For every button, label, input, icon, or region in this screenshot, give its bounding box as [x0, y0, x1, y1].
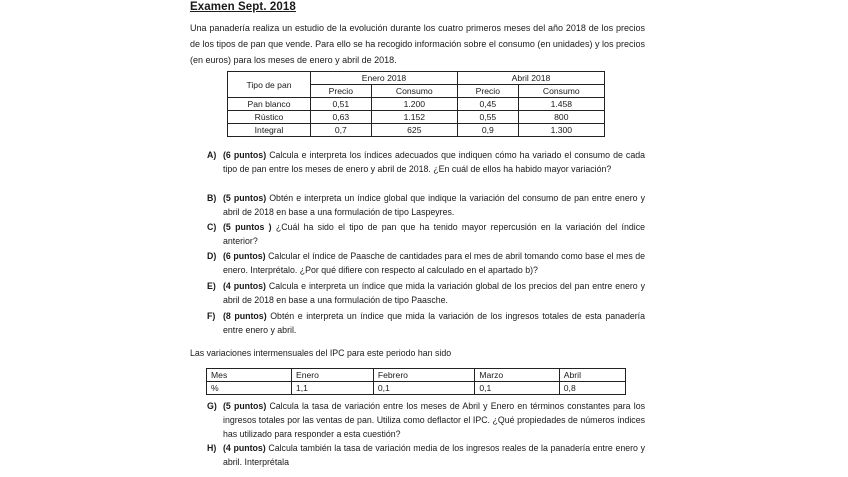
ipc-cell-abril: 0,8 — [559, 382, 625, 395]
question-label: B) — [207, 193, 217, 203]
cell-precio-enero: 0,63 — [311, 111, 372, 124]
ipc-cell-febrero: 0,1 — [373, 382, 474, 395]
question-label: C) — [207, 222, 217, 232]
question-label: D) — [207, 251, 217, 261]
ipc-cell-marzo: 0,1 — [475, 382, 559, 395]
table-row — [207, 382, 626, 395]
sub-precio-abril: Precio — [457, 85, 518, 98]
question-points: (6 puntos) — [223, 251, 266, 261]
ipc-header-marzo: Marzo — [475, 369, 559, 382]
sub-consumo-enero: Consumo — [371, 85, 457, 98]
ipc-cell-enero: 1,1 — [292, 382, 374, 395]
ipc-intro: Las variaciones intermensuales del IPC para este periodo han sido — [190, 348, 452, 358]
cell-consumo-enero: 1.200 — [371, 98, 457, 111]
ipc-cell-unit: % — [207, 382, 292, 395]
question-text: Calcula la tasa de variación entre los meses de Abril y Enero en términos constantes para los ingresos totales por las ventas de pan. Utiliza como deflactor el IPC. ¿Qué propiedades de números índices has utilizado para responder a esta cuestión? — [223, 401, 645, 439]
question-points: (4 puntos) — [223, 281, 266, 291]
question-label: H) — [207, 443, 217, 453]
ipc-table — [206, 368, 626, 395]
ipc-header-mes: Mes — [207, 369, 292, 382]
cell-tipo: Rústico — [228, 111, 311, 124]
question-text: Calcular el índice de Paasche de cantidades para el mes de abril tomando como base el mes de enero. Interprétalo. ¿Por qué difiere con respecto al calculado en el apartado b)? — [223, 251, 646, 275]
question-points: (8 puntos) — [223, 311, 267, 321]
question-points: (6 puntos) — [223, 150, 267, 160]
cell-consumo-abril: 1.300 — [518, 124, 604, 137]
header-enero: Enero 2018 — [311, 72, 458, 85]
intro-paragraph: Una panadería realiza un estudio de la evolución durante los cuatro primeros meses del año 2018 de los precios de los tipos de pan que vende. Para ello se ha recogido información sobre el consumo (en unidades) y los precios (en euros) para los meses de enero y abril de 2018. — [190, 23, 645, 65]
cell-precio-enero: 0,51 — [311, 98, 372, 111]
question-points: (5 puntos ) — [223, 222, 272, 232]
header-tipo: Tipo de pan — [228, 72, 311, 98]
cell-consumo-enero: 1.152 — [371, 111, 457, 124]
cell-tipo: Integral — [228, 124, 311, 137]
question-points: (4 puntos) — [223, 443, 266, 453]
cell-precio-abril: 0,55 — [457, 111, 518, 124]
cell-consumo-abril: 1.458 — [518, 98, 604, 111]
question-text: Obtén e interpreta un índice global que indique la variación del consumo de pan entre enero y abril de 2018 en base a una formulación de tipo Laspeyres. — [223, 193, 645, 217]
question-label: G) — [207, 401, 217, 411]
question-text: Calcula e interpreta los índices adecuados que indiquen cómo ha variado el consumo de cada tipo de pan entre los meses de enero y abril de 2018. ¿En cuál de ellos ha habido mayor variación? — [223, 150, 645, 174]
cell-precio-abril: 0,45 — [457, 98, 518, 111]
question-text: Obtén e interpreta un índice que mida la variación de los ingresos totales de esta panadería entre enero y abril. — [223, 311, 646, 335]
ipc-header-enero: Enero — [292, 369, 374, 382]
sub-consumo-abril: Consumo — [518, 85, 604, 98]
question-text: Calcula también la tasa de variación media de los ingresos reales de la panadería entre enero y abril. Interprétala — [223, 443, 645, 467]
question-points: (5 puntos) — [223, 401, 267, 411]
cell-consumo-abril: 800 — [518, 111, 604, 124]
table-row — [228, 111, 605, 124]
ipc-header-febrero: Febrero — [373, 369, 474, 382]
cell-tipo: Pan blanco — [228, 98, 311, 111]
question-label: E) — [207, 281, 216, 291]
bread-table — [227, 71, 605, 137]
sub-precio-enero: Precio — [311, 85, 372, 98]
header-abril: Abril 2018 — [457, 72, 604, 85]
table-row — [228, 124, 605, 137]
exam-title: Examen Sept. 2018 — [190, 1, 296, 13]
question-text: Calcula e interpreta un índice que mida la variación global de los precios del pan entre enero y abril de 2018 en base a una formulación de tipo Paasche. — [223, 281, 646, 305]
cell-consumo-enero: 625 — [371, 124, 457, 137]
cell-precio-enero: 0,7 — [311, 124, 372, 137]
table-row — [228, 98, 605, 111]
question-label: A) — [207, 150, 217, 160]
question-label: F) — [207, 311, 216, 321]
table-row — [207, 369, 626, 382]
cell-precio-abril: 0,9 — [457, 124, 518, 137]
question-text: ¿Cuál ha sido el tipo de pan que ha tenido mayor repercusión en la variación del índice anterior? — [223, 222, 645, 246]
ipc-header-abril: Abril — [559, 369, 625, 382]
question-points: (5 puntos) — [223, 193, 267, 203]
